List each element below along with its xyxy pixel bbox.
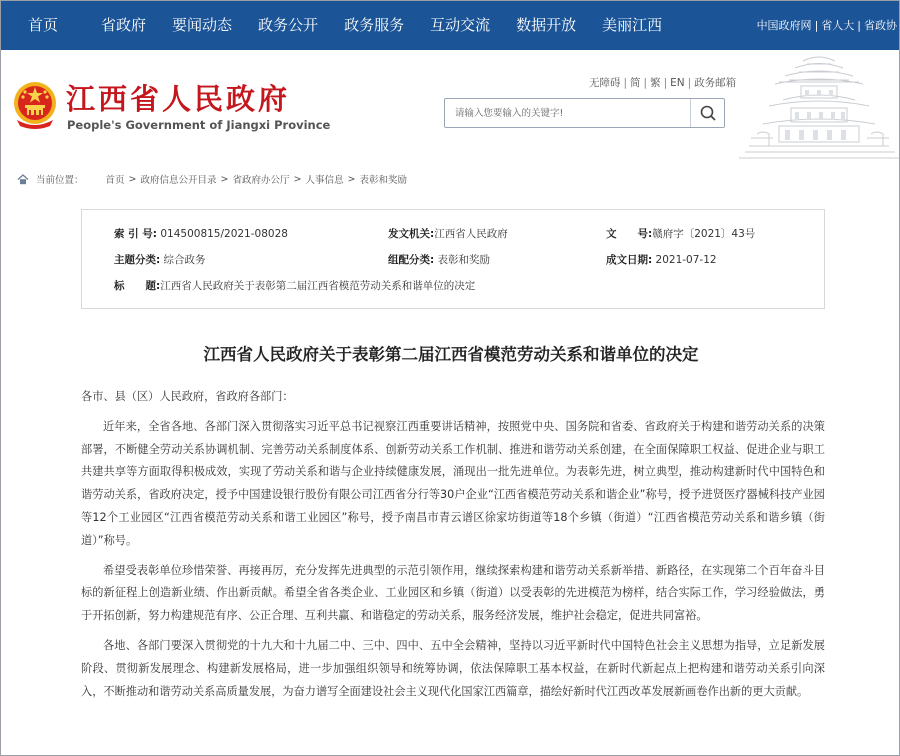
link-traditional[interactable]: 繁	[650, 77, 661, 89]
breadcrumb	[17, 170, 407, 188]
meta-category	[388, 252, 490, 267]
link-government-mail[interactable]: 政务邮箱	[694, 77, 737, 89]
article-body	[81, 386, 825, 710]
separator: |	[663, 77, 668, 89]
meta-category-value: 表彰和奖励	[437, 254, 491, 266]
meta-topic-label: 主题分类:	[114, 254, 161, 266]
document-metadata	[81, 209, 825, 309]
breadcrumb-separator: >	[347, 173, 356, 185]
breadcrumb-separator: >	[220, 173, 229, 185]
site-title[interactable]: 江西省人民政府	[66, 82, 291, 116]
nav-item-home[interactable]: 首页	[28, 16, 59, 34]
nav-item-government-affairs-disclosure[interactable]: 政务公开	[258, 16, 319, 34]
separator: |	[857, 19, 861, 32]
article-paragraph: 希望受表彰单位珍惜荣誉、再接再厉，充分发挥先进典型的示范引领作用，继续探索构建和谐劳动关系新举措、新路径，在实现第二个百年奋斗目标的新征程上创造新业绩、作出新贡献。希望全省各类企业、工业园区和乡镇（街道）以受表彰的先进模范为榜样，结合实际工作，学习经验做法，勇于开拓创新，努力构建规范有序、公正合理、互利共赢、和谐稳定的劳动关系，服务经济发展，维护社会稳定，促进共同富裕。	[81, 563, 825, 623]
national-emblem-icon	[12, 80, 58, 130]
link-provincial-cppcc[interactable]: 省政协	[864, 19, 897, 32]
meta-topic-value: 综合政务	[163, 254, 206, 266]
article-salutation: 各市、县（区）人民政府，省政府各部门：	[81, 390, 294, 403]
breadcrumb-label: 当前位置：	[36, 175, 84, 186]
article-paragraph: 近年来，全省各地、各部门深入贯彻落实习近平总书记视察江西重要讲话精神，按照党中央、国务院和省委、省政府关于构建和谐劳动关系的决策部署，不断健全劳动关系协调机制、完善劳动关系制度体系、创新劳动关系工作机制、推进和谐劳动关系创建，在全面保障职工权益、促进企业与职工共建共享等方面取得积极成效，实现了劳动关系和谐与企业持续健康发展，涌现出一批先进单位。为表彰先进，树立典型，推动构建新时代中国特色和谐劳动关系，省政府决定，授予中国建设银行股份有限公司江西省分行等30户企业“江西省模范劳动关系和谐企业”称号，授予进贤医疗器械科技产业园等12个工业园区“江西省模范劳动关系和谐工业园区”称号，授予南昌市青云谱区徐家坊街道等18个乡镇（街道）“江西省模范劳动关系和谐乡镇（街道）”称号。	[81, 419, 825, 547]
site-header	[1, 50, 900, 163]
breadcrumb-separator: >	[293, 173, 302, 185]
link-english[interactable]: EN	[670, 77, 685, 89]
meta-title-value: 江西省人民政府关于表彰第二届江西省模范劳动关系和谐单位的决定	[160, 280, 476, 292]
breadcrumb-item-commendations[interactable]: 表彰和奖励	[359, 175, 407, 186]
nav-item-open-data[interactable]: 数据开放	[516, 16, 577, 34]
article-paragraph: 各地、各部门要深入贯彻党的十九大和十九届二中、三中、四中、五中全会精神，坚持以习近平新时代中国特色社会主义思想为指导，立足新发展阶段、贯彻新发展理念、构建新发展格局，进一步加强组织领导和统筹协调，依法保障职工基本权益，在新时代新起点上把构建和谐劳动关系引向深入，不断推动和谐劳动关系高质量发展，为奋力谱写全面建设社会主义现代化国家江西篇章，描绘好新时代江西改革发展新画卷作出新的更大贡献。	[81, 638, 825, 698]
meta-index-number	[114, 226, 288, 241]
nav-item-beautiful-jiangxi[interactable]: 美丽江西	[602, 16, 663, 34]
top-nav-bar	[1, 1, 900, 50]
link-provincial-congress[interactable]: 省人大	[821, 19, 855, 32]
link-accessibility[interactable]: 无障碍	[589, 77, 621, 89]
meta-document-number-label: 文 号:	[606, 228, 653, 240]
meta-issuer	[388, 226, 508, 241]
separator: |	[623, 77, 628, 89]
site-subtitle: People's Government of Jiangxi Province	[67, 118, 331, 132]
utility-links	[589, 75, 736, 90]
breadcrumb-item-personnel-info[interactable]: 人事信息	[305, 175, 344, 186]
meta-date-value: 2021-07-12	[655, 254, 717, 266]
meta-date	[606, 252, 717, 267]
meta-category-label: 组配分类:	[388, 254, 435, 266]
breadcrumb-separator: >	[128, 173, 137, 185]
search-input[interactable]	[445, 99, 690, 127]
search-icon	[691, 99, 725, 127]
nav-item-government-services[interactable]: 政务服务	[344, 16, 405, 34]
separator: |	[687, 77, 692, 89]
meta-issuer-label: 发文机关:	[388, 228, 435, 240]
meta-title-label: 标 题:	[114, 280, 161, 292]
meta-date-label: 成文日期:	[606, 254, 653, 266]
meta-title	[114, 278, 475, 293]
breadcrumb-item-general-office[interactable]: 省政府办公厅	[232, 175, 290, 186]
meta-topic	[114, 252, 206, 267]
meta-issuer-value: 江西省人民政府	[434, 228, 508, 240]
breadcrumb-item-info-catalog[interactable]: 政府信息公开目录	[140, 175, 217, 186]
meta-index-label: 索 引 号:	[114, 228, 158, 240]
home-icon	[17, 174, 29, 185]
nav-item-provincial-government[interactable]: 省政府	[101, 16, 147, 34]
meta-document-number-value: 赣府字〔2021〕43号	[652, 228, 756, 240]
article-title: 江西省人民政府关于表彰第二届江西省模范劳动关系和谐单位的决定	[203, 345, 699, 364]
main-nav	[1, 1, 675, 50]
search-box	[444, 98, 725, 128]
search-button[interactable]	[690, 99, 724, 127]
separator: |	[643, 77, 648, 89]
nav-external-links	[757, 1, 897, 50]
link-simplified[interactable]: 简	[630, 77, 641, 89]
separator: |	[814, 19, 819, 32]
nav-item-news[interactable]: 要闻动态	[172, 16, 233, 34]
tengwang-pavilion-illustration-icon	[739, 50, 900, 163]
link-china-government[interactable]: 中国政府网	[756, 19, 812, 32]
breadcrumb-item-home[interactable]: 首页	[105, 175, 125, 186]
nav-item-interaction[interactable]: 互动交流	[430, 16, 491, 34]
meta-document-number	[606, 226, 755, 241]
meta-index-value: 014500815/2021-08028	[160, 228, 288, 240]
